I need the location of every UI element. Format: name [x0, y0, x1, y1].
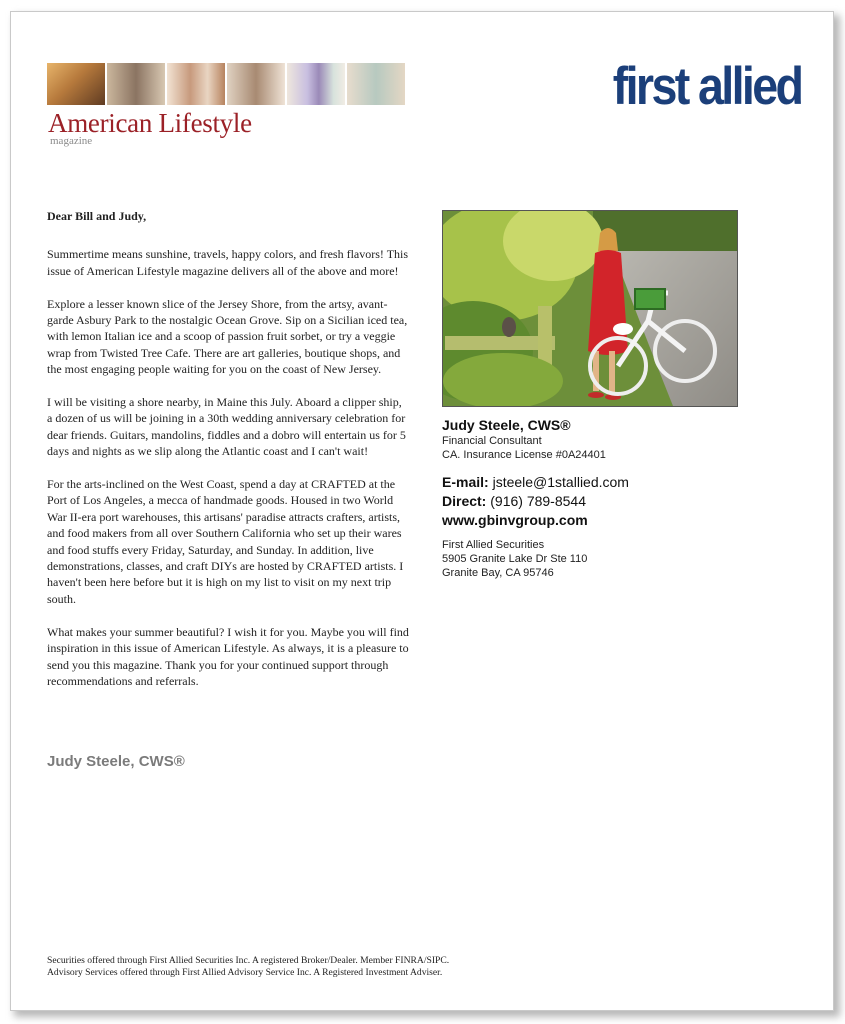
- letter-paragraph: I will be visiting a shore nearby, in Maine this July. Aboard a clipper ship, a dozen of us will be joining in a 30th wedding anniversary celebration for dear friends. Guitars, mandolins, fiddles and a dobro will entertain us for 5 days and nights as we slip along the Atlantic coast and I can't wait!: [47, 395, 406, 459]
- agent-license: CA. Insurance License #0A24401: [442, 449, 606, 461]
- website-link[interactable]: www.gbinvgroup.com: [442, 512, 588, 528]
- masthead-photo-strip: [47, 63, 405, 105]
- masthead-photo: [287, 63, 345, 105]
- contact-block: [442, 416, 762, 580]
- masthead-photo: [107, 63, 165, 105]
- magazine-subtitle: magazine: [50, 135, 93, 147]
- agent-portrait-photo: [442, 210, 738, 407]
- portrait-illustration: [443, 211, 737, 406]
- direct-label: Direct:: [442, 493, 487, 509]
- first-allied-logo: first allied: [612, 57, 801, 116]
- agent-title: Financial Consultant: [442, 435, 542, 447]
- phone-number[interactable]: (916) 789-8544: [490, 493, 586, 509]
- letter-body: [47, 208, 409, 706]
- address-line-2: Granite Bay, CA 95746: [442, 567, 554, 579]
- masthead-photo: [347, 63, 405, 105]
- email-link[interactable]: jsteele@1stallied.com: [492, 474, 629, 490]
- letter-greeting: Dear Bill and Judy,: [47, 209, 147, 223]
- disclosure-footer: [47, 955, 747, 978]
- email-line: [442, 473, 762, 492]
- magazine-title: American Lifestyle: [48, 108, 252, 138]
- agent-name: Judy Steele, CWS®: [442, 417, 571, 433]
- address-line-1: 5905 Granite Lake Dr Ste 110: [442, 553, 588, 565]
- masthead-photo: [167, 63, 225, 105]
- letter-paragraph: For the arts-inclined on the West Coast, spend a day at CRAFTED at the Port of Los Angeles, a mecca of handmade goods. Housed in two World War II-era port warehouses, this artisans' paradise attracts crafters, artists, and food makers from all over Southern California who set up their wares and food stuffs every Friday, Saturday, and Sunday. In addition, live demonstrations, classes, and craft DIYs are hosted by CRAFTED artists. I haven't been here before but it is high on my list to visit on my next trip south.: [47, 477, 404, 606]
- phone-line: [442, 492, 762, 511]
- masthead-photo: [47, 63, 105, 105]
- letter-paragraph: Explore a lesser known slice of the Jersey Shore, from the artsy, avant-garde Asbury Park to the nostalgic Ocean Grove. Sip on a Sicilian iced tea, with lemon Italian ice and a scoop of passion fruit sorbet, or try a veggie wrap from Twisted Tree Cafe. There are art galleries, boutique shops, and the most engaging people waiting for you on the coast of New Jersey.: [47, 296, 408, 377]
- disclosure-line: Securities offered through First Allied Securities Inc. A registered Broker/Dealer. Member FINRA/SIPC.: [47, 955, 450, 966]
- letter-paragraph: What makes your summer beautiful? I wish it for you. Maybe you will find inspiration in this issue of American Lifestyle. As always, it is a pleasure to send you this magazine. Thank you for your continued support through recommendations and referrals.: [47, 624, 409, 688]
- letter-page: [10, 11, 834, 1011]
- letter-signature: Judy Steele, CWS®: [47, 753, 185, 770]
- letter-paragraph: Summertime means sunshine, travels, happy colors, and fresh flavors! This issue of American Lifestyle magazine delivers all of the above and more!: [47, 247, 409, 278]
- email-label: E-mail:: [442, 474, 489, 490]
- disclosure-line: Advisory Services offered through First Allied Advisory Service Inc. A Registered Investment Adviser.: [47, 966, 443, 978]
- masthead-photo: [227, 63, 285, 105]
- company-name: First Allied Securities: [442, 539, 545, 551]
